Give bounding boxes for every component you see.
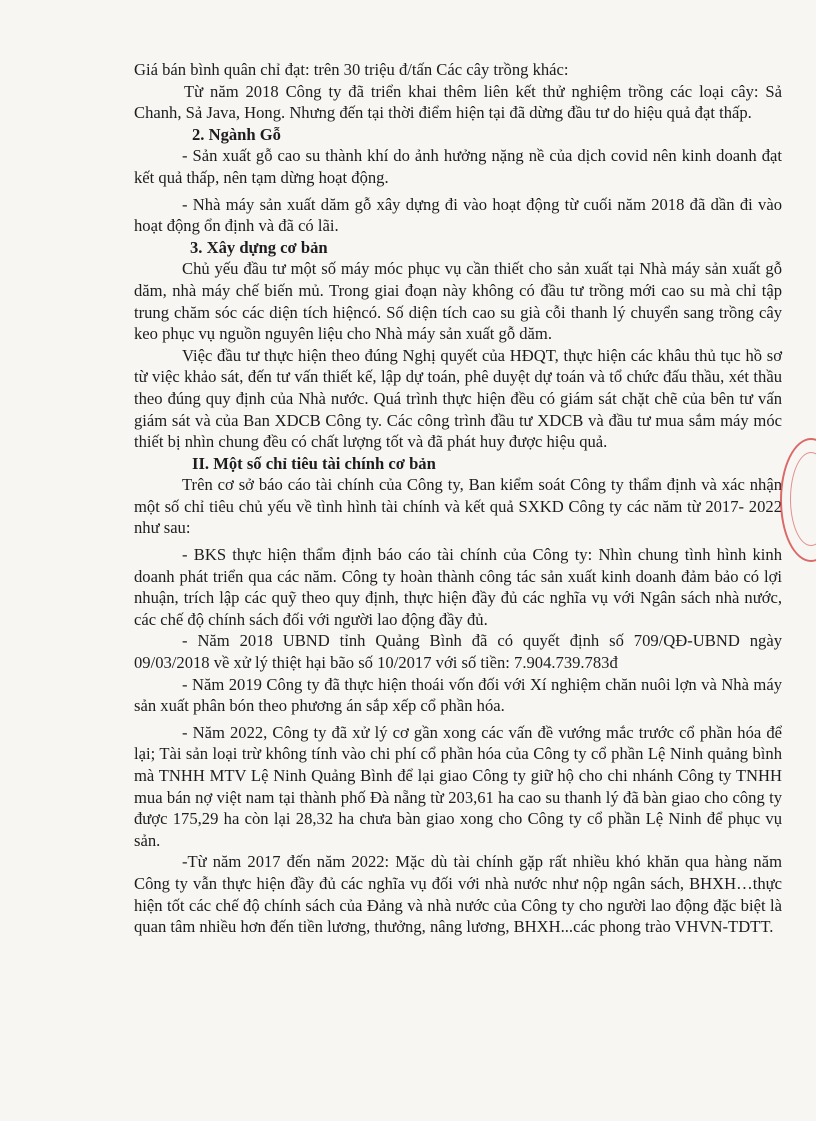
paragraph-bks-review: - BKS thực hiện thẩm định báo cáo tài chính của Công ty: Nhìn chung tình hình kinh doanh phát triển qua các năm. Công ty hoàn thành công tác sản xuất kinh doanh đảm bảo có lợi nhuận, trích lập các quỹ theo quy định, thực hiện đầy đủ các nghĩa vụ với Ngân sách nhà nước, các chế độ chính sách đối với người lao động đầy đủ. (134, 545, 782, 629)
heading-financial-indicators: II. Một số chỉ tiêu tài chính cơ bản (192, 453, 436, 473)
paragraph-2022-settlement: - Năm 2022, Công ty đã xử lý cơ gần xong các vấn đề vướng mắc trước cổ phần hóa để lại; Tài sản loại trừ không tính vào chi phí cổ phần hóa của Công ty cổ phần Lệ Ninh quảng bình mà TNHH MTV Lệ Ninh Quảng Bình để lại giao Công ty giữ hộ cho chi nhánh Công ty TNHH mua bán nợ việt nam tại thành phố Đà nẵng từ 203,61 ha cao su thanh lý đã bàn giao cho công ty được 175,29 ha còn lại 28,32 ha chưa bàn giao xong cho Công ty cổ phần Lệ Ninh để phục vụ sản. (134, 722, 782, 850)
paragraph-investment: Chủ yếu đầu tư một số máy móc phục vụ cần thiết cho sản xuất tại Nhà máy sản xuất gỗ dăm, nhà máy chế biến mủ. Trong giai đoạn này không có đầu tư trồng mới cao su mà chỉ tập trung chăm sóc các diện tích hiệncó. Số diện tích cao su già cỗi thanh lý chuyển sang trồng cây keo phục vụ nguồn nguyên liệu cho Nhà máy sản xuất gỗ dăm. (134, 259, 782, 344)
heading-wood-sector: 2. Ngành Gỗ (192, 124, 281, 144)
document-body (134, 59, 782, 938)
paragraph-2017-2022-obligations: -Từ năm 2017 đến năm 2022: Mặc dù tài chính gặp rất nhiều khó khăn qua hàng năm Công ty vẫn thực hiện đầy đủ các nghĩa vụ đối với nhà nước như nộp ngân sách, BHXH…thực hiện tốt các chế độ chính sách của Đảng và nhà nước của Công ty cho người lao động đặc biệt là quan tâm nhiều hơn đến tiền lương, thưởng, nâng lương, BHXH...các phong trào VHVN-TDTT. (134, 852, 782, 937)
paragraph-2018-decision: - Năm 2018 UBND tỉnh Quảng Bình đã có quyết định số 709/QĐ-UBND ngày 09/03/2018 về xử lý thiệt hại bão số 10/2017 với số tiền: 7.904.739.783đ (134, 631, 782, 673)
paragraph-2019-divestment: - Năm 2019 Công ty đã thực hiện thoái vốn đối với Xí nghiệm chăn nuôi lợn và Nhà máy sản xuất phân bón theo phương án sắp xếp cổ phần hóa. (134, 674, 782, 716)
paragraph-rubber-wood: - Sản xuất gỗ cao su thành khí do ảnh hưởng nặng nề của dịch covid nên kinh doanh đạt kết quả thấp, nên tạm dừng hoạt động. (134, 146, 782, 187)
paragraph-woodchip-factory: - Nhà máy sản xuất dăm gỗ xây dựng đi vào hoạt động từ cuối năm 2018 đã dần đi vào hoạt động ổn định và đã có lãi. (134, 194, 782, 236)
paragraph-selling-price: Giá bán bình quân chỉ đạt: trên 30 triệu đ/tấn Các cây trồng khác: (134, 60, 569, 79)
paragraph-financial-basis: Trên cơ sở báo cáo tài chính của Công ty, Ban kiểm soát Công ty thẩm định và xác nhận một số chỉ tiêu chủ yếu về tình hình tài chính và kết quả SXKD Công ty các năm từ 2017- 2022 như sau: (134, 475, 782, 538)
heading-construction: 3. Xây dựng cơ bản (190, 237, 328, 257)
paragraph-procedures: Việc đầu tư thực hiện theo đúng Nghị quyết của HĐQT, thực hiện các khâu thủ tục hồ sơ từ việc khảo sát, đến tư vấn thiết kế, lập dự toán, phê duyệt dự toán và tổ chức đấu thầu, xét thầu theo đúng quy định của Nhà nước. Quá trình thực hiện đều có giám sát chặt chẽ của bên tư vấn giám sát và của Ban XDCB Công ty. Các công trình đầu tư XDCB và đầu tư mua sắm máy móc thiết bị nhìn chung đều có chất lượng tốt và đã phát huy được hiệu quả. (134, 345, 782, 452)
paragraph-other-crops: Từ năm 2018 Công ty đã triển khai thêm liên kết thử nghiệm trồng các loại cây: Sả Chanh, Sả Java, Hong. Nhưng đến tại thời điểm hiện tại đã dừng đầu tư do hiệu quả đạt thấp. (134, 81, 782, 123)
